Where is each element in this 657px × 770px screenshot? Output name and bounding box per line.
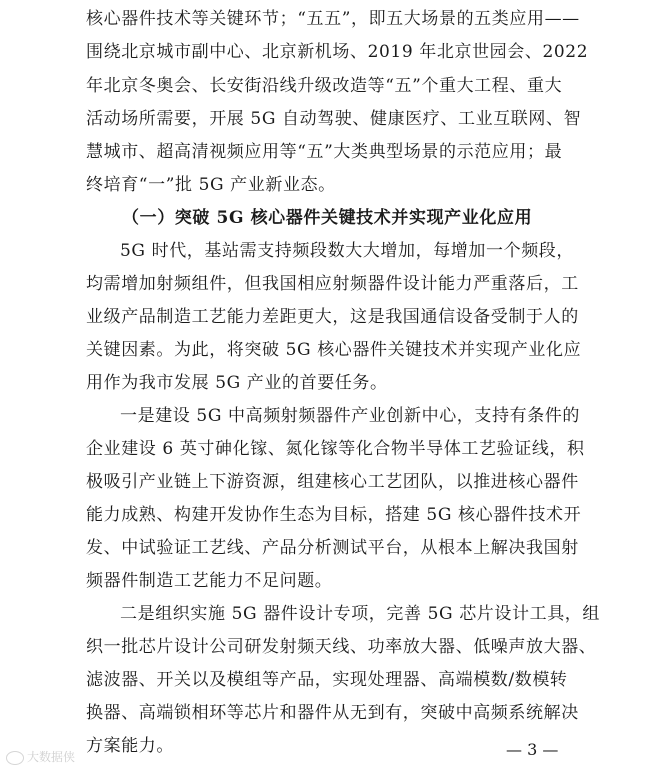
body-line: 一是建设 5G 中高频射频器件产业创新中心，支持有条件的: [120, 406, 581, 426]
watermark: [6, 748, 75, 765]
body-line: 终培育“一”批 5G 产业新业态。: [86, 175, 336, 195]
body-line: 企业建设 6 英寸砷化镓、氮化镓等化合物半导体工艺验证线，积: [86, 439, 585, 459]
watermark-logo-icon: [6, 751, 24, 765]
body-line: 织一批芯片设计公司研发射频天线、功率放大器、低噪声放大器、: [86, 637, 597, 657]
body-line: 频器件制造工艺能力不足问题。: [86, 571, 333, 591]
page-number: — 3 —: [506, 740, 559, 759]
body-line: 二是组织实施 5G 器件设计专项，完善 5G 芯片设计工具，组: [120, 604, 601, 624]
body-line: 年北京冬奥会、长安街沿线升级改造等“五”个重大工程、重大: [86, 76, 563, 96]
body-line: 方案能力。: [86, 736, 174, 756]
body-line: 关键因素。为此，将突破 5G 核心器件关键技术并实现产业化应: [86, 340, 582, 360]
section-heading: （一）突破 5G 核心器件关键技术并实现产业化应用: [122, 208, 533, 228]
body-line: 5G 时代，基站需支持频段数大大增加，每增加一个频段，: [120, 241, 574, 261]
body-line: 能力成熟、构建开发协作生态为目标，搭建 5G 核心器件技术开: [86, 505, 582, 525]
body-line: 业级产品制造工艺能力差距更大，这是我国通信设备受制于人的: [86, 307, 579, 327]
body-line: 滤波器、开关以及模组等产品，实现处理器、高端模数/数模转: [86, 670, 568, 690]
body-line: 发、中试验证工艺线、产品分析测试平台，从根本上解决我国射: [86, 538, 579, 558]
body-line: 极吸引产业链上下游资源，组建核心工艺团队，以推进核心器件: [86, 472, 579, 492]
body-line: 换器、高端锁相环等芯片和器件从无到有，突破中高频系统解决: [86, 703, 579, 723]
body-line: 活动场所需要，开展 5G 自动驾驶、健康医疗、工业互联网、智: [86, 109, 582, 129]
body-line: 围绕北京城市副中心、北京新机场、2019 年北京世园会、2022: [86, 42, 589, 62]
body-line: 核心器件技术等关键环节；“五五”，即五大场景的五类应用——: [86, 9, 580, 29]
body-line: 均需增加射频组件，但我国相应射频器件设计能力严重落后，工: [86, 274, 579, 294]
watermark-text: 大数据侠: [27, 750, 76, 764]
body-line: 慧城市、超高清视频应用等“五”大类典型场景的示范应用；最: [86, 142, 563, 162]
body-line: 用作为我市发展 5G 产业的首要任务。: [86, 373, 388, 393]
